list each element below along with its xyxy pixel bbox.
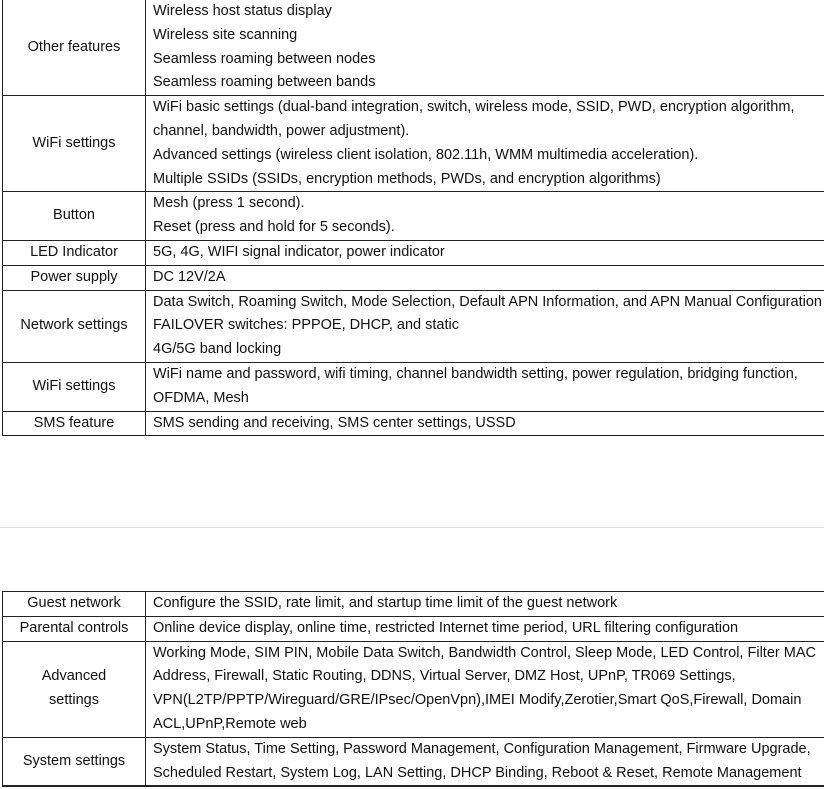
row-value: [146, 290, 824, 362]
row-label: [3, 592, 146, 617]
row-value-line: 4G/5G band locking: [153, 341, 282, 358]
row-label-line: LED Indicator: [30, 243, 118, 260]
table-row: [3, 240, 824, 265]
feature-table-bottom: [2, 591, 824, 787]
row-label-line: Button: [53, 207, 95, 224]
row-label: [3, 290, 146, 362]
row-label: [3, 265, 146, 290]
row-value-line: Working Mode, SIM PIN, Mobile Data Switch, Bandwidth Control, Sleep Mode, LED Control, Filter MAC Address, Firewall, Static Routing, DDNS, Virtual Server, DMZ Host, UPnP, TR069 Settings, VPN(L2TP/PPTP/Wireguard/GRE/IPsec/OpenVpn),IMEI Modify,Zerotier,Smart QoS,Firewall, Domain ACL,UPnP,Remote web: [153, 644, 816, 732]
row-label-line: System settings: [22, 752, 126, 769]
row-value-line: WiFi basic settings (dual-band integration, switch, wireless mode, SSID, PWD, encryption algorithm, channel, bandwidth, power adjustment).: [153, 99, 795, 139]
feature-table-top: [2, 0, 824, 436]
row-value-line: Seamless roaming between bands: [153, 74, 376, 91]
row-value: [146, 737, 824, 786]
row-value: [146, 616, 824, 641]
row-value: [146, 362, 824, 411]
table-row: [3, 192, 824, 241]
row-value-line: WiFi name and password, wifi timing, channel bandwidth setting, power regulation, bridging function, OFDMA, Mesh: [153, 365, 798, 406]
row-label: [3, 96, 146, 192]
row-value-line: Seamless roaming between nodes: [153, 50, 376, 67]
row-value-line: Reset (press and hold for 5 seconds).: [153, 219, 395, 236]
row-label: [3, 411, 146, 436]
row-value: [146, 0, 824, 96]
row-label-line: SMS feature: [33, 414, 115, 431]
section-divider: [0, 527, 824, 528]
row-value-line: DC 12V/2A: [153, 268, 226, 285]
row-value-line: Mesh (press 1 second).: [153, 195, 305, 212]
table-row: [3, 616, 824, 641]
table-row: [3, 786, 824, 787]
row-value: [146, 192, 824, 241]
table-row: [3, 641, 824, 737]
row-value-line: Advanced settings (wireless client isolation, 802.11h, WMM multimedia acceleration).: [153, 146, 699, 163]
row-value-line: Wireless host status display: [153, 3, 332, 19]
row-label-line: WiFi settings: [32, 134, 116, 151]
row-label: [3, 192, 146, 241]
row-value: [146, 592, 824, 617]
row-value-line: System Status, Time Setting, Password Management, Configuration Management, Firmware Upgrade, Scheduled Restart, System Log, LAN Setting, DHCP Binding, Reboot & Reset, Remote Management: [153, 740, 811, 781]
row-value-line: 5G, 4G, WIFI signal indicator, power indicator: [153, 243, 445, 260]
row-value: [146, 641, 824, 737]
row-value-line: SMS sending and receiving, SMS center settings, USSD: [153, 414, 516, 431]
row-value-line: Wireless site scanning: [153, 26, 298, 43]
row-label: [3, 616, 146, 641]
table-row: [3, 265, 824, 290]
row-label-line: Network settings: [20, 317, 128, 334]
row-value-line: Online device display, online time, restricted Internet time period, URL filtering configuration: [153, 619, 739, 636]
table-row: [3, 737, 824, 786]
row-label-line: Other features: [27, 38, 121, 55]
row-label: [3, 786, 146, 787]
row-value: [146, 96, 824, 192]
row-value: [146, 265, 824, 290]
table-row: [3, 411, 824, 436]
row-label: [3, 362, 146, 411]
table-row: [3, 290, 824, 362]
row-label: [3, 737, 146, 786]
row-value-line: FAILOVER switches: PPPOE, DHCP, and static: [153, 317, 459, 334]
row-label-line: Guest network: [27, 595, 121, 611]
row-label-line: WiFi settings: [32, 377, 116, 394]
table-row: [3, 592, 824, 617]
row-value: [146, 411, 824, 436]
row-label-line: Power supply: [30, 268, 118, 285]
row-value-line: Configure the SSID, rate limit, and startup time limit of the guest network: [153, 595, 618, 611]
row-label-line: Parental controls: [19, 619, 129, 636]
row-label: [3, 641, 146, 737]
row-label-line: Advanced: [41, 668, 107, 685]
table-row: [3, 0, 824, 96]
row-value-line: Multiple SSIDs (SSIDs, encryption methods, PWDs, and encryption algorithms): [153, 170, 661, 187]
row-label-line: settings: [49, 692, 99, 709]
row-value-line: Data Switch, Roaming Switch, Mode Selection, Default APN Information, and APN Manual Configuration: [153, 293, 822, 310]
row-label: [3, 240, 146, 265]
row-value: [146, 786, 824, 787]
row-label: [3, 0, 146, 96]
row-value: [146, 240, 824, 265]
table-row: [3, 362, 824, 411]
table-row: [3, 96, 824, 192]
